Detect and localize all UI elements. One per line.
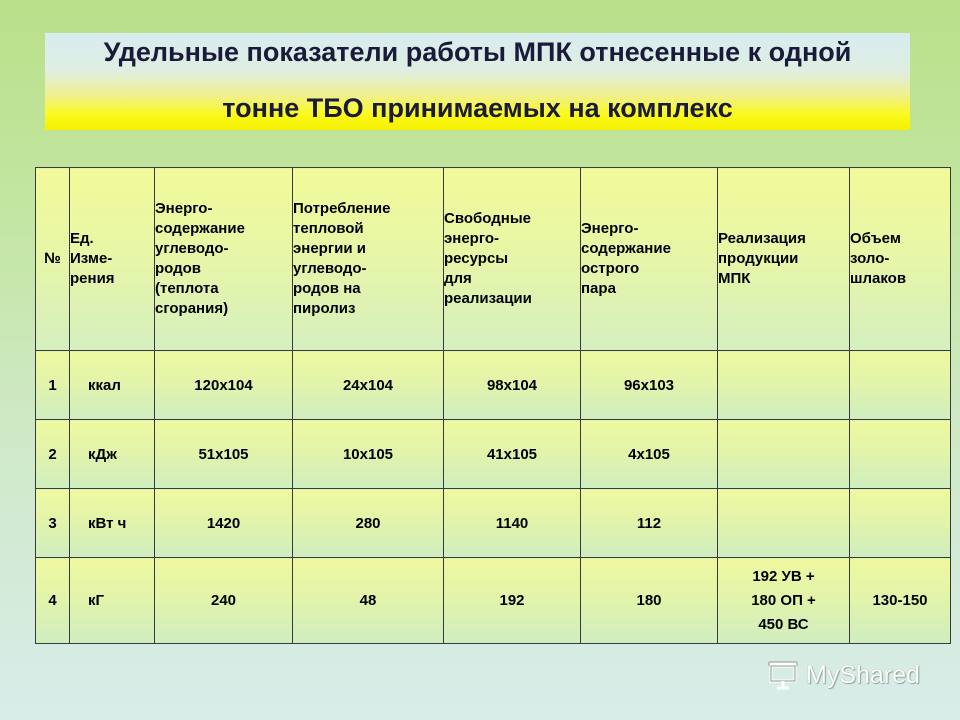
header-line: содержание	[155, 220, 245, 237]
header-line: Свободные	[444, 210, 531, 227]
cell-pyrolysis-consumption: 10х105	[293, 420, 444, 489]
header-line: энерго-	[444, 230, 500, 247]
cell-steam-energy: 96х103	[581, 351, 718, 420]
cell-free-resources: 1140	[444, 489, 581, 558]
header-line: шлаков	[850, 270, 907, 287]
header-line: углеводо-	[155, 240, 229, 257]
cell-energy-content: 120х104	[155, 351, 293, 420]
cell-product-realization	[718, 351, 850, 420]
header-line: ресурсы	[444, 250, 509, 267]
header-line: пара	[581, 280, 616, 297]
header-line: №	[44, 250, 61, 267]
cell-energy-content: 1420	[155, 489, 293, 558]
cell-steam-energy: 112	[581, 489, 718, 558]
header-line: МПК	[718, 270, 751, 287]
header-line: родов	[155, 260, 202, 277]
header-line: энергии и	[293, 240, 366, 257]
cell-ash-volume	[850, 420, 951, 489]
page-title-line-1: Удельные показатели работы МПК отнесенные к одной	[103, 37, 852, 67]
realization-line: 192 УВ +	[752, 567, 815, 585]
cell-ash-volume: 130-150	[850, 558, 951, 644]
header-energy-content	[155, 168, 293, 351]
header-line: Реализация	[718, 230, 806, 247]
cell-unit: кВт ч	[70, 489, 155, 558]
header-product-realization	[718, 168, 850, 351]
header-line: Энерго-	[155, 200, 213, 217]
cell-pyrolysis-consumption: 24х104	[293, 351, 444, 420]
cell-number: 1	[36, 351, 70, 420]
header-steam-energy	[581, 168, 718, 351]
header-line: сгорания)	[155, 300, 229, 317]
header-line: пиролиз	[293, 300, 356, 317]
header-line: Энерго-	[581, 220, 639, 237]
header-free-resources	[444, 168, 581, 351]
table-header-row	[36, 168, 951, 351]
header-line: родов на	[293, 280, 361, 297]
cell-unit: ккал	[70, 351, 155, 420]
cell-free-resources: 41х105	[444, 420, 581, 489]
cell-pyrolysis-consumption: 280	[293, 489, 444, 558]
cell-ash-volume	[850, 489, 951, 558]
cell-energy-content: 240	[155, 558, 293, 644]
header-pyrolysis-consumption	[293, 168, 444, 351]
cell-unit: кГ	[70, 558, 155, 644]
header-number	[36, 168, 70, 351]
cell-steam-energy: 180	[581, 558, 718, 644]
header-line: (теплота	[155, 280, 219, 297]
cell-product-realization	[718, 558, 850, 644]
cell-unit: кДж	[70, 420, 155, 489]
realization-line: 180 ОП +	[751, 591, 816, 609]
header-line: Изме-	[70, 250, 113, 267]
header-ash-volume	[850, 168, 951, 351]
projector-screen-icon	[766, 660, 800, 690]
header-unit	[70, 168, 155, 351]
header-line: содержание	[581, 240, 671, 257]
cell-product-realization	[718, 420, 850, 489]
watermark	[766, 655, 926, 695]
cell-steam-energy: 4х105	[581, 420, 718, 489]
header-line: золо-	[850, 250, 890, 267]
table-row	[36, 489, 951, 558]
indicators-table	[35, 167, 951, 644]
cell-number: 4	[36, 558, 70, 644]
watermark-text: MyShared	[806, 660, 920, 689]
cell-free-resources: 192	[444, 558, 581, 644]
table-row	[36, 558, 951, 644]
cell-ash-volume	[850, 351, 951, 420]
header-line: Потребление	[293, 200, 391, 217]
cell-energy-content: 51х105	[155, 420, 293, 489]
page-title-line-2: тонне ТБО принимаемых на комплекс	[222, 93, 733, 123]
header-line: Ед.	[70, 230, 94, 247]
header-line: рения	[70, 270, 115, 287]
cell-pyrolysis-consumption: 48	[293, 558, 444, 644]
header-line: тепловой	[293, 220, 364, 237]
cell-product-realization	[718, 489, 850, 558]
header-line: реализации	[444, 290, 532, 307]
header-line: для	[444, 270, 472, 287]
cell-number: 2	[36, 420, 70, 489]
table-row	[36, 351, 951, 420]
realization-line: 450 ВС	[758, 615, 809, 633]
cell-free-resources: 98х104	[444, 351, 581, 420]
cell-number: 3	[36, 489, 70, 558]
title-banner	[45, 33, 910, 130]
header-line: острого	[581, 260, 640, 277]
table-row	[36, 420, 951, 489]
header-line: Объем	[850, 230, 901, 247]
header-line: продукции	[718, 250, 799, 267]
header-line: углеводо-	[293, 260, 367, 277]
